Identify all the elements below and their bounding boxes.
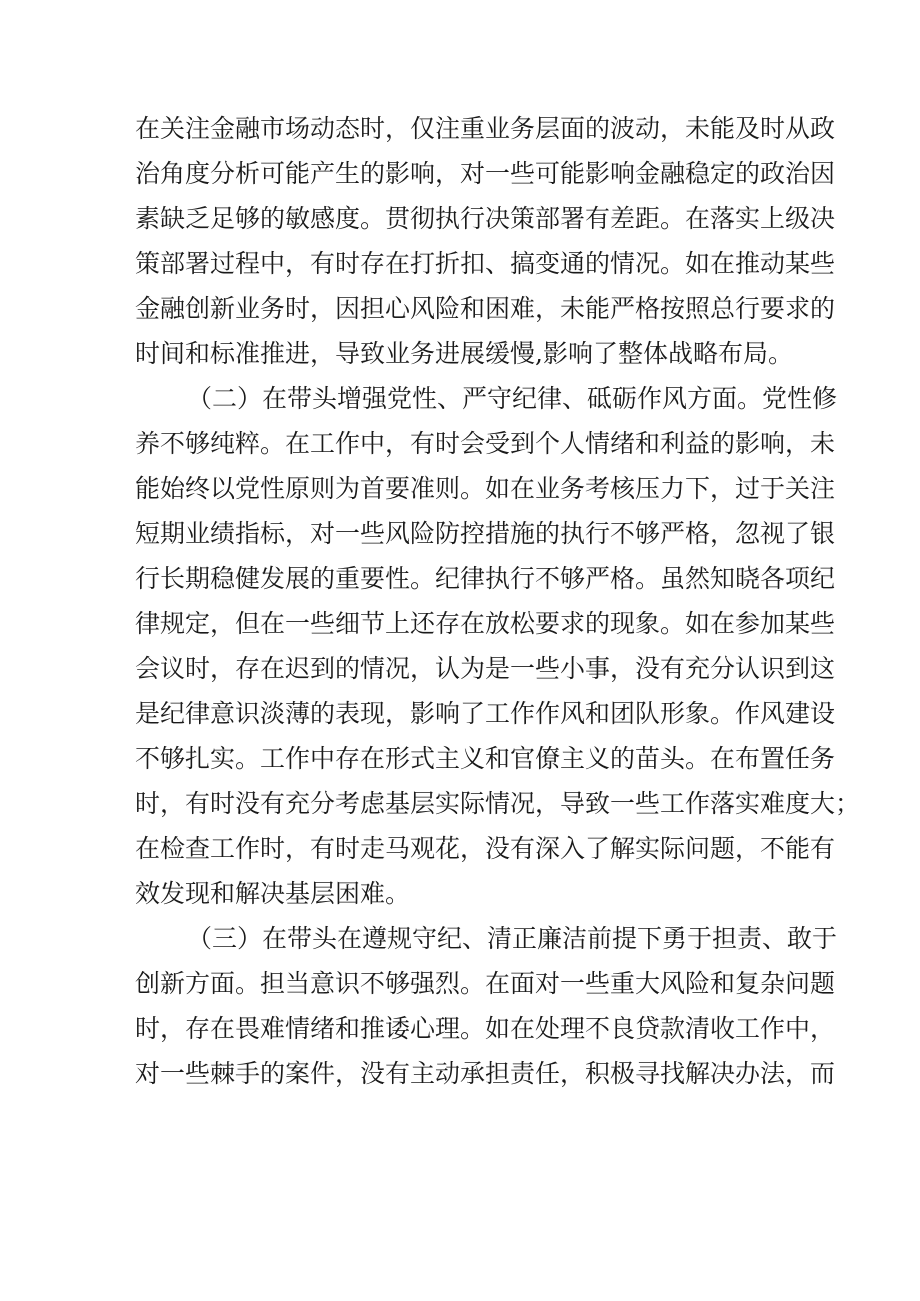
text-line: 在关注金融市场动态时，仅注重业务层面的波动，未能及时从政	[135, 114, 836, 143]
text-line: 时间和标准推进，导致业务进展缓慢,影响了整体战略布局。	[135, 339, 793, 368]
text-line: 素缺乏足够的敏感度。贯彻执行决策部署有差距。在落实上级决	[135, 204, 836, 233]
text-line: 律规定，但在一些细节上还存在放松要求的现象。如在参加某些	[135, 609, 836, 638]
text-line: 养不够纯粹。在工作中，有时会受到个人情绪和利益的影响，未	[135, 429, 836, 458]
text-line: 是纪律意识淡薄的表现，影响了工作作风和团队形象。作风建设	[135, 699, 836, 728]
text-line: 治角度分析可能产生的影响，对一些可能影响金融稳定的政治因	[135, 159, 836, 188]
text-line: 短期业绩指标，对一些风险防控措施的执行不够严格，忽视了银	[135, 519, 836, 548]
text-line: 金融创新业务时，因担心风险和困难，未能严格按照总行要求的	[135, 294, 836, 323]
text-line: 创新方面。担当意识不够强烈。在面对一些重大风险和复杂问题	[135, 969, 836, 998]
text-line: 时，存在畏难情绪和推诿心理。如在处理不良贷款清收工作中，	[135, 1014, 836, 1043]
section-heading-line: （二）在带头增强党性、严守纪律、砥砺作风方面。党性修	[187, 384, 838, 413]
text-line: 对一些棘手的案件，没有主动承担责任，积极寻找解决办法，而	[135, 1059, 836, 1088]
text-line: 不够扎实。工作中存在形式主义和官僚主义的苗头。在布置任务	[135, 744, 836, 773]
text-line: 在检查工作时，有时走马观花，没有深入了解实际问题，不能有	[135, 834, 836, 863]
text-line: 时，有时没有充分考虑基层实际情况，导致一些工作落实难度大；	[135, 789, 861, 818]
text-line: 行长期稳健发展的重要性。纪律执行不够严格。虽然知晓各项纪	[135, 564, 836, 593]
text-line: 会议时，存在迟到的情况，认为是一些小事，没有充分认识到这	[135, 654, 836, 683]
text-line: 策部署过程中，有时存在打折扣、搞变通的情况。如在推动某些	[135, 249, 836, 278]
text-line: 效发现和解决基层困难。	[135, 879, 411, 908]
document-body	[135, 106, 861, 1096]
text-line: 能始终以党性原则为首要准则。如在业务考核压力下，过于关注	[135, 474, 836, 503]
section-heading-line: （三）在带头在遵规守纪、清正廉洁前提下勇于担责、敢于	[187, 924, 838, 953]
